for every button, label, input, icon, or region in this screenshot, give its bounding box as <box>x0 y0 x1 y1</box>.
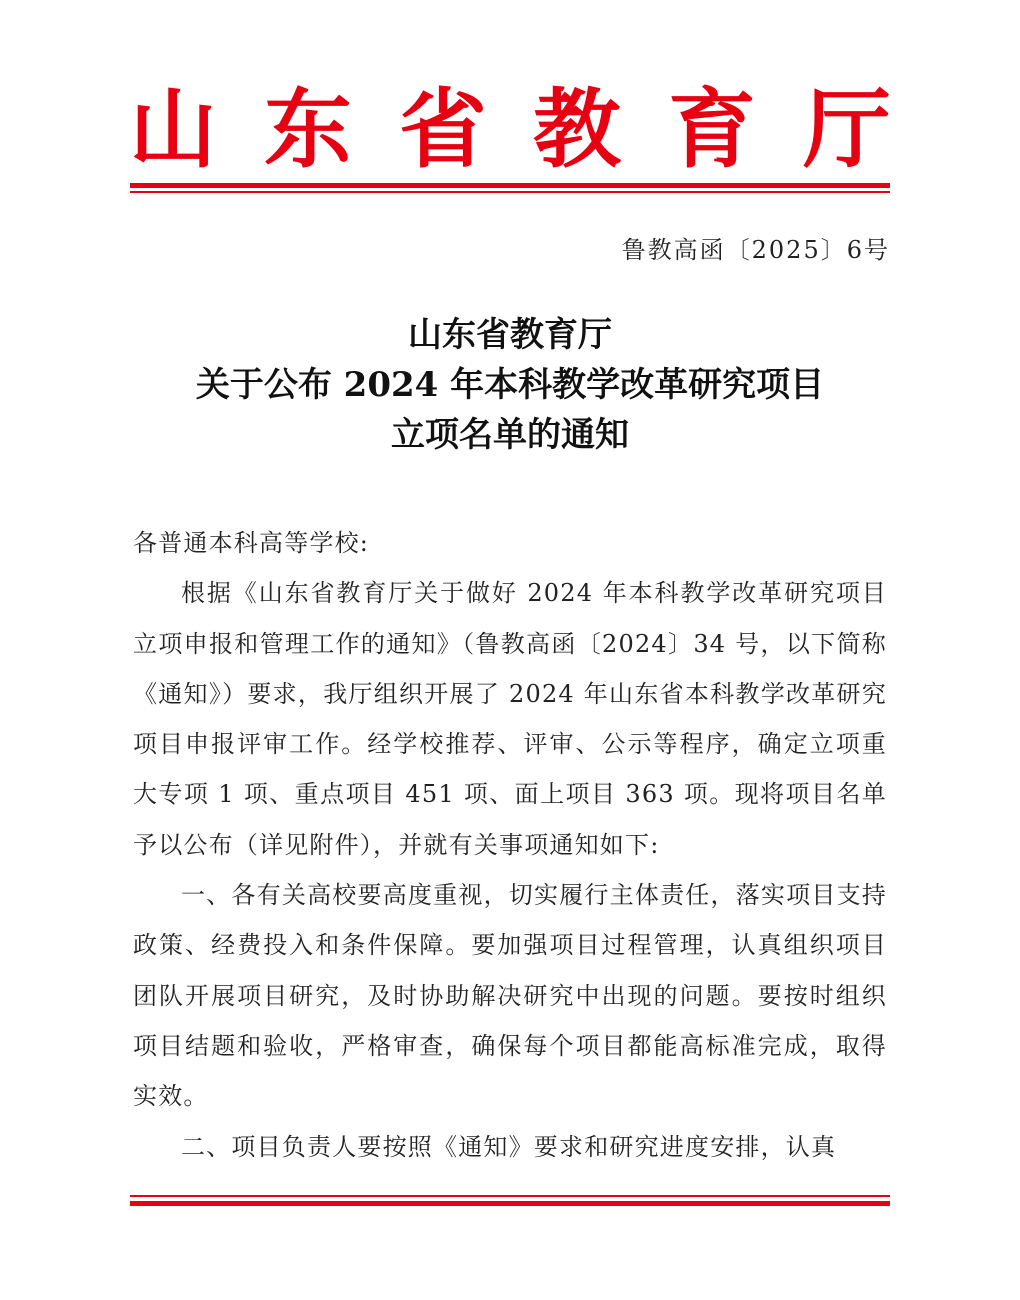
title-line-3: 立项名单的通知 <box>391 415 629 455</box>
body-paragraph: 二、项目负责人要按照《通知》要求和研究进度安排，认真 <box>181 1132 837 1161</box>
title-line-1: 山东省教育厅 <box>408 315 612 355</box>
footer-divider-thick <box>130 1201 890 1206</box>
header-divider-thin <box>130 191 890 193</box>
document-title <box>130 310 890 460</box>
header-char: 省 <box>398 80 487 180</box>
document-body <box>133 518 887 1172</box>
title-line-2: 关于公布 2024 年本科教学改革研究项目 <box>195 365 825 405</box>
header-divider-thick <box>130 183 890 188</box>
body-paragraph: 一、各有关高校要高度重视，切实履行主体责任，落实项目支持政策、经费投入和条件保障。要加强项目过程管理，认真组织项目团队开展项目研究，及时协助解决研究中出现的问题。要按时组织项目结题和验收，严格审查，确保每个项目都能高标准完成，取得实效。 <box>133 881 887 1111</box>
footer-divider-thin <box>130 1195 890 1197</box>
document-number: 鲁教高函〔2025〕6号 <box>621 236 890 264</box>
header-char: 厅 <box>803 80 891 180</box>
issuing-authority-header <box>130 80 890 180</box>
salutation: 各普通本科高等学校: <box>133 529 370 557</box>
header-char: 育 <box>668 80 757 180</box>
header-char: 山 <box>129 80 217 180</box>
header-char: 东 <box>263 80 352 180</box>
header-char: 教 <box>533 80 622 180</box>
body-paragraph: 根据《山东省教育厅关于做好 2024 年本科教学改革研究项目立项申报和管理工作的通知》（鲁教高函〔2024〕34 号，以下简称《通知》）要求，我厅组织开展了 2024 年山东省本科教学改革研究项目申报评审工作。经学校推荐、评审、公示等程序，确定立项重大专项 1 项、重点项目 451 项、面上项目 363 项。现将项目名单予以公布（详见附件），并就有关事项通知如下: <box>133 579 887 859</box>
